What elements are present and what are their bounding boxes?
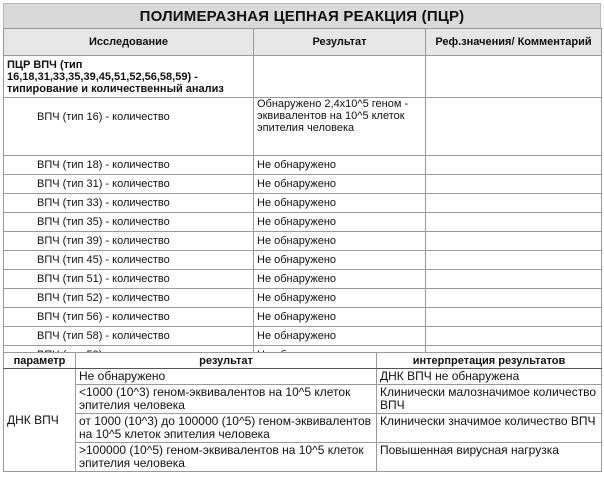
interpretation-header-row (4, 353, 602, 369)
test-comment (426, 270, 602, 289)
range-interpretation: Клинически значимое количество ВПЧ (377, 414, 602, 443)
table-row (4, 414, 602, 443)
header-reference: Реф.значения/ Комментарий (426, 29, 602, 56)
test-name: ВПЧ (тип 58) - количество (4, 327, 254, 346)
table-row (4, 175, 602, 194)
test-result: Не обнаружено (254, 251, 426, 270)
test-name: ВПЧ (тип 45) - количество (4, 251, 254, 270)
test-name: ВПЧ (тип 39) - количество (4, 232, 254, 251)
table-row (4, 213, 602, 232)
test-comment (426, 213, 602, 232)
section-result-empty (254, 56, 426, 98)
header-interpretation: интерпретация результатов (377, 353, 602, 369)
header-result: результат (76, 353, 377, 369)
table-row (4, 156, 602, 175)
interpretation-table (3, 352, 602, 472)
test-comment (426, 327, 602, 346)
test-comment (426, 289, 602, 308)
table-row (4, 270, 602, 289)
table-row (4, 385, 602, 414)
range-interpretation: Клинически малозначимое количество ВПЧ (377, 385, 602, 414)
test-result: Обнаружено 2,4x10^5 геном - эквивалентов на 10^5 клеток эпителия человека (254, 98, 426, 156)
test-comment (426, 232, 602, 251)
range-interpretation: Повышенная вирусная нагрузка (377, 443, 602, 472)
section-comment-empty (426, 56, 602, 98)
test-result: Не обнаружено (254, 308, 426, 327)
test-result: Не обнаружено (254, 156, 426, 175)
test-result: Не обнаружено (254, 194, 426, 213)
test-comment (426, 251, 602, 270)
test-result: Не обнаружено (254, 327, 426, 346)
parameter-name: ДНК ВПЧ (4, 369, 76, 472)
section-row (4, 56, 602, 98)
range-result: >100000 (10^5) геном-эквивалентов на 10^5 клеток эпителия человека (76, 443, 377, 472)
page-title: ПОЛИМЕРАЗНАЯ ЦЕПНАЯ РЕАКЦИЯ (ПЦР) (139, 8, 465, 25)
title-bar (3, 3, 601, 29)
range-result: <1000 (10^3) геном-эквивалентов на 10^5 клеток эпителия человека (76, 385, 377, 414)
table-row (4, 308, 602, 327)
test-result: Не обнаружено (254, 232, 426, 251)
table-row (4, 443, 602, 472)
test-comment (426, 194, 602, 213)
table-row (4, 327, 602, 346)
test-name: ВПЧ (тип 31) - количество (4, 175, 254, 194)
table-row (4, 369, 602, 385)
table-row (4, 232, 602, 251)
header-study: Исследование (4, 29, 254, 56)
test-name: ВПЧ (тип 52) - количество (4, 289, 254, 308)
test-comment (426, 308, 602, 327)
test-name: ВПЧ (тип 35) - количество (4, 213, 254, 232)
test-name: ВПЧ (тип 33) - количество (4, 194, 254, 213)
test-result: Не обнаружено (254, 213, 426, 232)
header-parameter: параметр (4, 353, 76, 369)
test-name: ВПЧ (тип 56) - количество (4, 308, 254, 327)
range-result: от 1000 (10^3) до 100000 (10^5) геном-эквивалентов на 10^5 клеток эпителия человека (76, 414, 377, 443)
test-result: Не обнаружено (254, 270, 426, 289)
range-result: Не обнаружено (76, 369, 377, 385)
section-title: ПЦР ВПЧ (тип 16,18,31,33,35,39,45,51,52,56,58,59) - типирование и количественный анализ (4, 56, 254, 98)
results-table (3, 28, 602, 365)
table-row (4, 194, 602, 213)
header-result: Результат (254, 29, 426, 56)
results-header-row (4, 29, 602, 56)
table-row (4, 98, 602, 156)
table-row (4, 289, 602, 308)
test-result: Не обнаружено (254, 175, 426, 194)
test-name: ВПЧ (тип 16) - количество (4, 98, 254, 156)
test-comment (426, 156, 602, 175)
table-row (4, 251, 602, 270)
test-result: Не обнаружено (254, 289, 426, 308)
range-interpretation: ДНК ВПЧ не обнаружена (377, 369, 602, 385)
test-name: ВПЧ (тип 18) - количество (4, 156, 254, 175)
test-comment (426, 98, 602, 156)
test-name: ВПЧ (тип 51) - количество (4, 270, 254, 289)
test-comment (426, 175, 602, 194)
